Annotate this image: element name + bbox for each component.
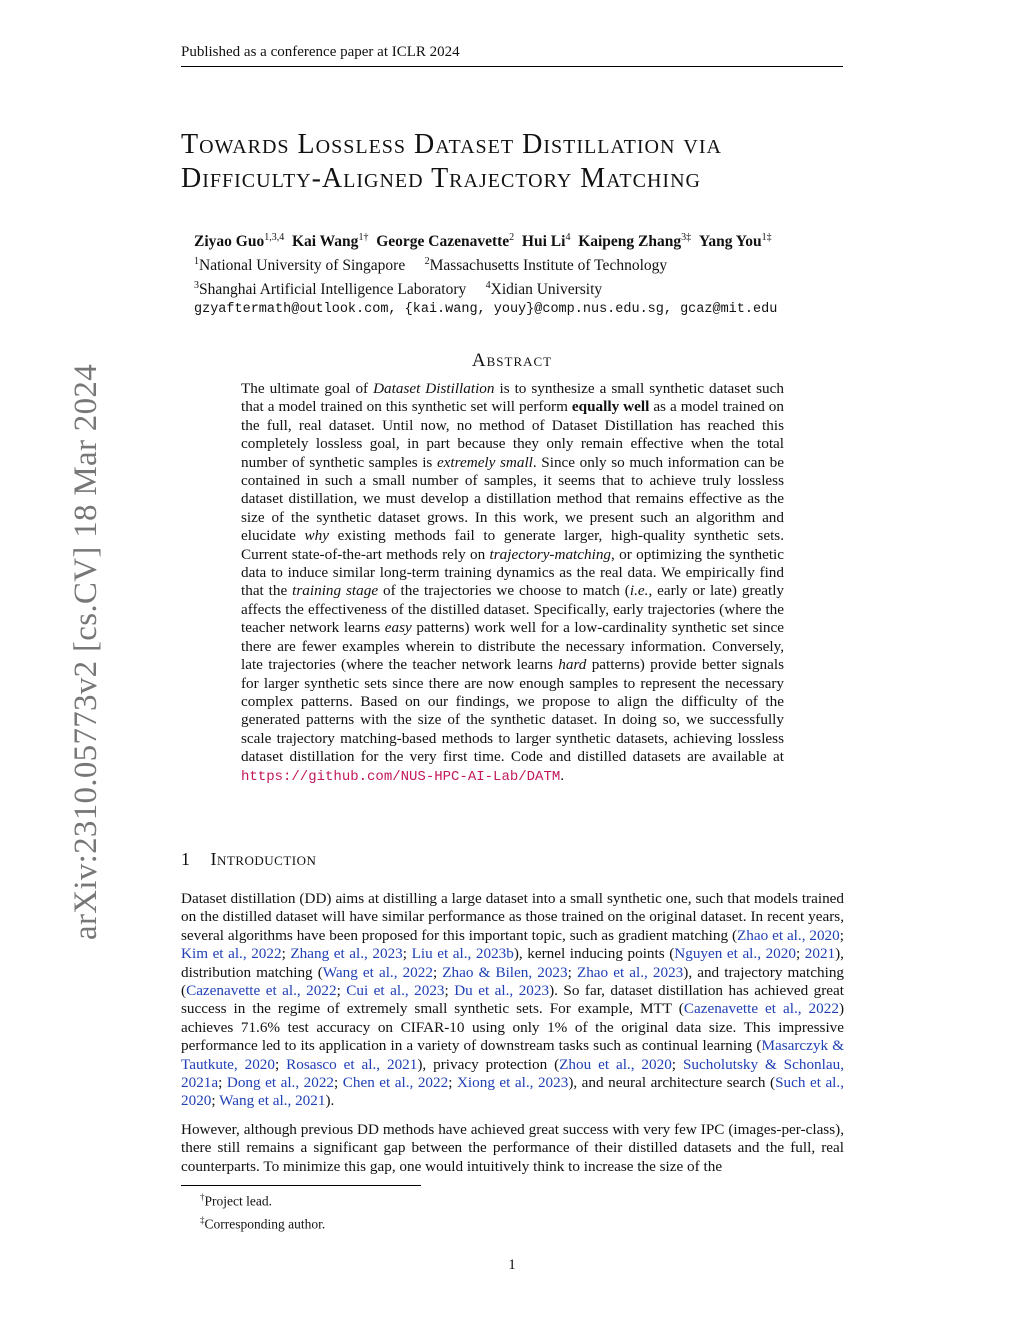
author-affil-sup: 1†	[358, 232, 369, 243]
citation-link[interactable]: Such et al., 2020	[181, 1074, 844, 1110]
affiliations-line-1	[194, 252, 854, 276]
citation-link[interactable]: Du et al., 2023	[454, 982, 550, 1000]
abstract-heading: Abstract	[471, 350, 553, 371]
author-affil-sup: 1,3,4	[264, 232, 285, 243]
emphasis: training stage	[292, 582, 379, 600]
affil-sup: 3	[194, 280, 199, 292]
citation-link[interactable]: Rosasco et al., 2021	[286, 1055, 418, 1073]
footnotes	[200, 1188, 325, 1233]
page-number: 1	[508, 1257, 516, 1273]
text: ;	[567, 963, 577, 981]
citation-link[interactable]: Cazenavette et al., 2022	[186, 982, 337, 1000]
citation-link[interactable]: Zhou et al., 2020	[559, 1055, 672, 1073]
emphasis: easy	[384, 619, 412, 637]
citation-link[interactable]: Cui et al., 2023	[346, 982, 445, 1000]
text: ;	[218, 1074, 227, 1092]
author-name: Kaipeng Zhang	[578, 233, 682, 251]
footnote-mark: ‡	[200, 1214, 205, 1225]
section-title: Introduction	[210, 849, 317, 869]
text: .	[560, 766, 565, 784]
author-affil-sup: 2	[509, 232, 515, 243]
author-name: Kai Wang	[291, 233, 359, 251]
emphasis: i.e.	[629, 582, 649, 600]
text: , or optimizing the synthetic data to induce similar long-term training dynamics as the real data. We empirically find that the	[241, 545, 784, 600]
emphasis: why	[304, 527, 329, 545]
citation-link[interactable]: Xiong et al., 2023	[456, 1074, 569, 1092]
footnote-corresponding	[200, 1211, 325, 1234]
footnote-mark: †	[200, 1192, 205, 1202]
text: existing methods fail to generate larger, high-quality synthetic sets. Current state-of-the-art methods rely on	[241, 527, 784, 563]
emphasis: trajectory-matching	[489, 545, 612, 563]
text: ;	[281, 945, 291, 963]
code-url-link[interactable]: https://github.com/NUS-HPC-AI-Lab/DATM	[241, 768, 561, 785]
text: ), and trajectory matching (	[181, 963, 845, 1000]
emphasis: hard	[558, 656, 587, 674]
emphasis: extremely small	[436, 453, 533, 471]
text: as a model trained on the full, real dataset. Until now, no method of Dataset Distillation has reached this completely lossless goal, in part because they only remain effective when the total number of synthetic samples is	[241, 398, 784, 471]
citation-link[interactable]: Kim et al., 2022	[181, 945, 282, 963]
affil-sup: 1	[194, 256, 199, 268]
footnote-project-lead	[200, 1188, 325, 1211]
affil-sup: 2	[424, 256, 430, 268]
text: ;	[402, 945, 412, 963]
text: , early or late) greatly affects the effectiveness of the distilled dataset. Specifically, early trajectories (where the teacher network learns	[241, 582, 785, 637]
author-name: Yang You	[698, 233, 762, 251]
text: ), privacy protection (	[417, 1055, 560, 1073]
title-line-2: Difficulty-Aligned Trajectory Matching	[181, 163, 701, 194]
text: of the trajectories we choose to match (	[378, 582, 630, 600]
text: ;	[275, 1055, 287, 1073]
text: Dataset distillation (DD) aims at distilling a large dataset into a small synthetic one, such that models trained on the distilled dataset will have similar performance as those trained on the original dataset. In recent years, several algorithms have been proposed for this important topic, such as gradient matching (	[181, 890, 844, 944]
citation-link[interactable]: Dong et al., 2022	[226, 1074, 335, 1092]
citation-link[interactable]: 2021	[804, 945, 836, 963]
author-name: George Cazenavette	[376, 233, 510, 251]
header-rule	[181, 66, 843, 67]
author-affil-sup: 3‡	[681, 232, 692, 243]
text: ;	[839, 926, 844, 944]
intro-paragraph-2: However, although previous DD methods have achieved great success with very few IPC (images-per-class), there still remains a significant gap between the performance of their distilled datasets and the full, real counterparts. To minimize this gap, one would intuitively think to increase the size of the	[181, 1121, 844, 1175]
citation-link[interactable]: Wang et al., 2022	[322, 963, 433, 981]
author-affil-sup: 1‡	[761, 232, 772, 243]
citation-link[interactable]: Cazenavette et al., 2022	[683, 1000, 839, 1018]
text: ;	[211, 1092, 220, 1110]
citation-link[interactable]: Wang et al., 2021	[219, 1092, 326, 1110]
author-names	[194, 228, 854, 252]
author-affil-sup: 4	[565, 232, 571, 243]
text: ;	[334, 1074, 343, 1092]
text: The ultimate goal of	[241, 380, 374, 397]
affiliation: Xidian University	[490, 281, 603, 299]
bold-text: equally well	[571, 398, 650, 416]
text: ;	[336, 982, 347, 1000]
text: ), distribution matching (	[181, 945, 844, 981]
paper-title	[181, 128, 843, 196]
text: ;	[448, 1074, 457, 1092]
section-number: 1	[181, 849, 191, 869]
text: ), and neural architecture search (	[568, 1074, 776, 1092]
arxiv-stamp: arXiv:2310.05773v2 [cs.CV] 18 Mar 2024	[68, 364, 104, 940]
author-emails: gzyaftermath@outlook.com, {kai.wang, youy}@comp.nus.edu.sg, gcaz@mit.edu	[194, 302, 778, 318]
emphasis: Dataset Distillation	[373, 380, 495, 397]
citation-link[interactable]: Liu et al., 2023b	[411, 945, 514, 963]
text: ;	[432, 963, 443, 981]
abstract-body	[241, 380, 784, 786]
text: ;	[444, 982, 455, 1000]
affil-sup: 4	[485, 280, 491, 292]
title-line-1: Towards Lossless Dataset Distillation via	[181, 129, 722, 160]
text: ) achieves 71.6% test accuracy on CIFAR-10 using only 1% of the original data size. This impressive performance led to its application in a variety of downstream tasks such as continual learning (	[181, 1000, 844, 1055]
text: ), kernel inducing points (	[513, 945, 675, 963]
citation-link[interactable]: Nguyen et al., 2020	[674, 945, 796, 963]
citation-link[interactable]: Masarczyk & Tautkute, 2020	[181, 1037, 845, 1073]
citation-link[interactable]: Sucholutsky & Schonlau, 2021a	[181, 1055, 844, 1092]
section-heading	[181, 849, 316, 870]
text: patterns) provide better signals for larger synthetic sets since there are now enough samples to represent the necessary complex patterns. Based on our findings, we propose to align the difficulty of the generated patterns with the size of the synthetic dataset. In doing so, we successfully scale trajectory matching-based methods to larger synthetic datasets, achieving lossless dataset distillation for the very first time. Code and distilled datasets are available at	[241, 656, 784, 766]
citation-link[interactable]: Zhang et al., 2023	[290, 945, 403, 963]
author-name: Ziyao Guo	[194, 233, 265, 251]
citation-link[interactable]: Zhao & Bilen, 2023	[442, 963, 568, 981]
text: ;	[671, 1055, 683, 1073]
author-block	[194, 228, 854, 320]
text: ).	[325, 1092, 335, 1110]
intro-paragraph-1	[181, 890, 844, 1111]
text: patterns) work well for a low-cardinality synthetic set since there are fewer examples wherein to distribute the necessary information. Conversely, late trajectories (where the teacher network learns	[241, 619, 784, 674]
affiliation: National University of Singapore	[199, 257, 406, 275]
text: ;	[795, 945, 805, 963]
citation-link[interactable]: Chen et al., 2022	[342, 1074, 449, 1092]
affiliation: Massachusetts Institute of Technology	[429, 257, 668, 275]
affiliations-line-2	[194, 276, 854, 300]
citation-link[interactable]: Zhao et al., 2020	[737, 926, 840, 944]
footnote-rule	[181, 1185, 421, 1186]
text: . Since only so much information can be contained in such a small number of samples, it seems that to achieve truly lossless dataset distillation, we must develop a distillation method that remains effective as the size of the synthetic dataset grows. In this work, we present such an algorithm and elucidate	[241, 453, 784, 545]
author-name: Hui Li	[521, 233, 566, 251]
affiliation: Shanghai Artificial Intelligence Laboratory	[199, 281, 467, 299]
footnote-text: Corresponding author.	[204, 1216, 326, 1231]
footnote-text: Project lead.	[204, 1193, 272, 1209]
running-header: Published as a conference paper at ICLR 2024	[181, 44, 460, 60]
citation-link[interactable]: Zhao et al., 2023	[576, 963, 684, 981]
text: ). So far, dataset distillation has achieved great success in the regime of extremely small synthetic sets. For example, MTT (	[181, 982, 844, 1018]
text: is to synthesize a small synthetic dataset such that a model trained on this synthetic set will perform	[241, 380, 784, 416]
